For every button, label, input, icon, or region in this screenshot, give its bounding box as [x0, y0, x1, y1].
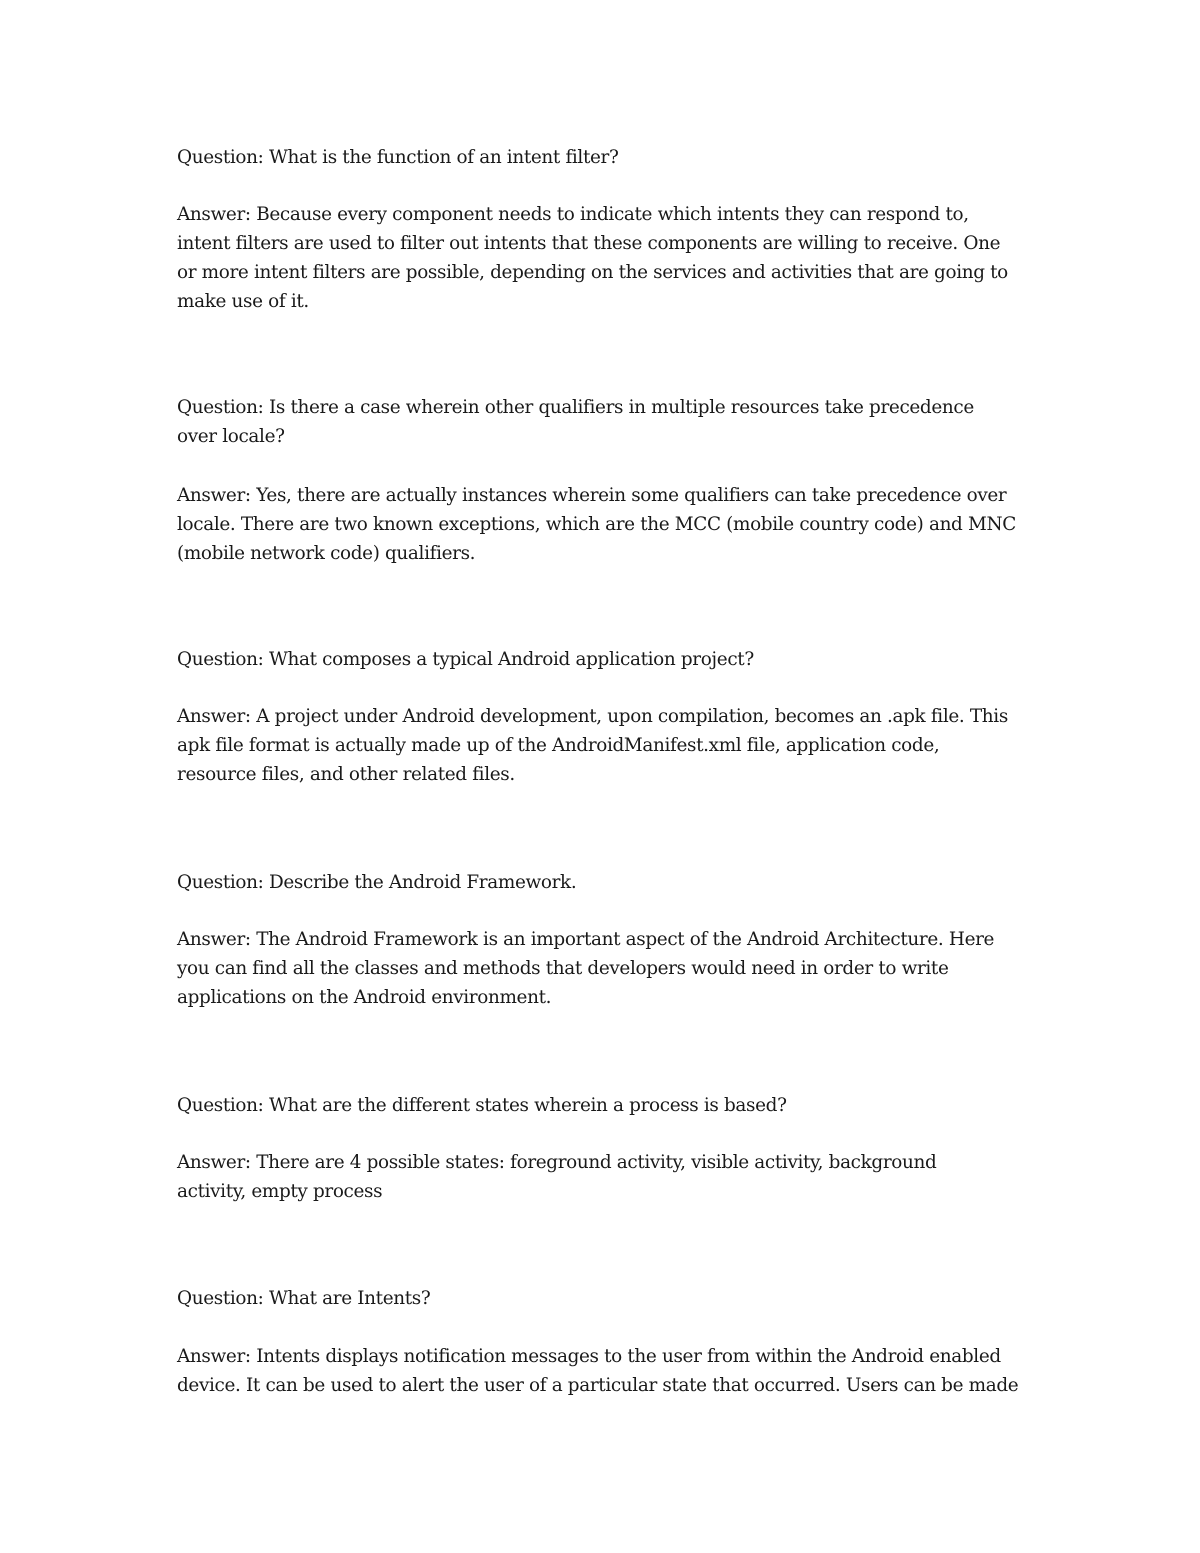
answer-2-line-1: Answer: Yes, there are actually instances wherein some qualifiers can take precedence over: [177, 485, 1007, 506]
answer-5: [177, 1148, 1037, 1206]
answer-6: [177, 1342, 1037, 1400]
answer-4-line-1: Answer: The Android Framework is an important aspect of the Android Architecture. Here: [177, 929, 995, 950]
question-4-text: Question: Describe the Android Framework.: [177, 872, 577, 893]
question-6-text: Question: What are Intents?: [177, 1288, 431, 1309]
answer-3-line-2: apk file format is actually made up of the AndroidManifest.xml file, application code,: [177, 735, 940, 756]
answer-2-line-3: (mobile network code) qualifiers.: [177, 543, 476, 564]
answer-2: [177, 481, 1037, 568]
answer-5-line-2: activity, empty process: [177, 1181, 383, 1202]
question-5: [177, 1091, 1037, 1120]
answer-4-line-2: you can find all the classes and methods that developers would need in order to write: [177, 958, 949, 979]
answer-2-line-2: locale. There are two known exceptions, which are the MCC (mobile country code) and MNC: [177, 514, 1016, 535]
answer-6-line-1: Answer: Intents displays notification messages to the user from within the Android enabled: [177, 1346, 1001, 1367]
question-1-text: Question: What is the function of an intent filter?: [177, 147, 619, 168]
question-4: [177, 868, 1037, 897]
answer-3-line-3: resource files, and other related files.: [177, 764, 515, 785]
answer-1: [177, 200, 1037, 316]
question-2: [177, 393, 1037, 451]
answer-4: [177, 925, 1037, 1012]
question-2-line-1: Question: Is there a case wherein other qualifiers in multiple resources take precedence: [177, 397, 974, 418]
answer-6-line-2: device. It can be used to alert the user of a particular state that occurred. Users can be made: [177, 1375, 1019, 1396]
answer-5-line-1: Answer: There are 4 possible states: foreground activity, visible activity, background: [177, 1152, 937, 1173]
answer-1-line-2: intent filters are used to filter out intents that these components are willing to receive. One: [177, 233, 1001, 254]
question-6: [177, 1284, 1037, 1313]
answer-1-line-1: Answer: Because every component needs to indicate which intents they can respond to,: [177, 204, 969, 225]
question-3: [177, 645, 1037, 674]
question-5-text: Question: What are the different states wherein a process is based?: [177, 1095, 787, 1116]
question-1: [177, 143, 1037, 172]
answer-3: [177, 702, 1037, 789]
answer-3-line-1: Answer: A project under Android development, upon compilation, becomes an .apk file. This: [177, 706, 1008, 727]
answer-4-line-3: applications on the Android environment.: [177, 987, 552, 1008]
question-2-line-2: over locale?: [177, 426, 285, 447]
answer-1-line-3: or more intent filters are possible, depending on the services and activities that are going to: [177, 262, 1008, 283]
answer-1-line-4: make use of it.: [177, 291, 309, 312]
question-3-text: Question: What composes a typical Android application project?: [177, 649, 754, 670]
